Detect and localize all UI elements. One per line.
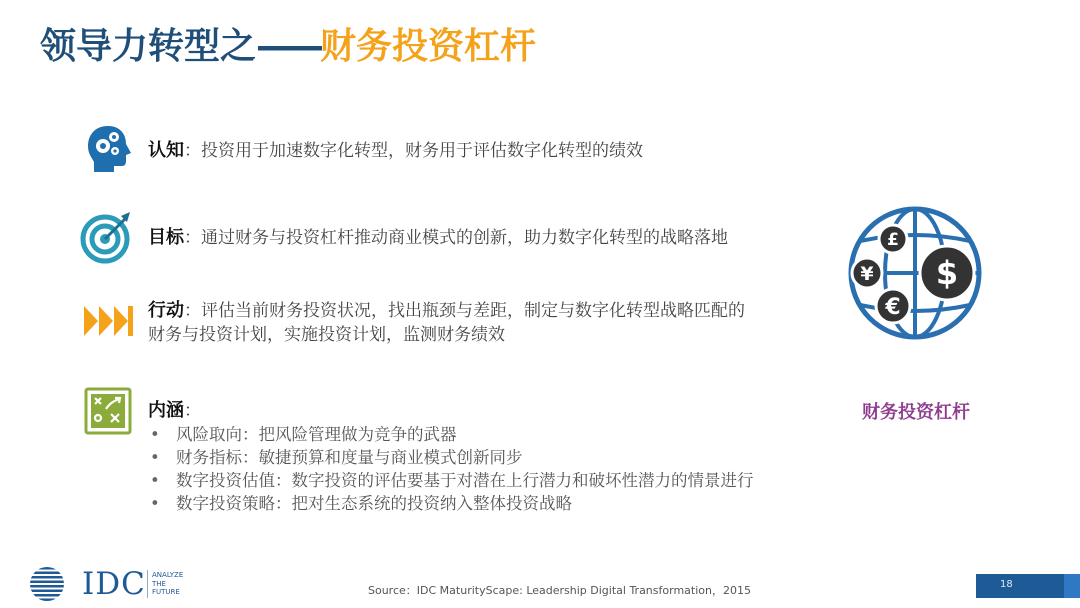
row-action bbox=[148, 299, 745, 347]
tagline-line: FUTURE bbox=[152, 588, 180, 596]
bullet-symbol: • bbox=[150, 494, 160, 513]
row-separator: ： bbox=[184, 228, 201, 248]
row-label: 内涵 bbox=[148, 400, 184, 421]
yen-symbol: ¥ bbox=[860, 263, 874, 285]
list-item bbox=[150, 492, 754, 515]
list-item bbox=[150, 469, 754, 492]
page-number: 18 bbox=[1000, 579, 1013, 590]
list-item bbox=[150, 423, 754, 446]
page-number-bar bbox=[976, 574, 1080, 598]
row-text: 通过财务与投资杠杆推动商业模式的创新，助力数字化转型的战略落地 bbox=[201, 228, 728, 248]
title-part-1: 领导力转型之 bbox=[40, 26, 257, 67]
bullet-symbol: • bbox=[150, 471, 160, 490]
tagline-line: THE bbox=[152, 579, 166, 588]
bullet-symbol: • bbox=[150, 448, 160, 467]
row-label: 行动 bbox=[148, 300, 184, 321]
row-cognition bbox=[148, 139, 643, 163]
globe-currency-icon bbox=[845, 203, 985, 343]
row-label: 目标 bbox=[148, 227, 184, 248]
row-separator: ： bbox=[184, 401, 201, 421]
logo-divider bbox=[147, 570, 148, 598]
fast-forward-icon bbox=[82, 303, 134, 339]
row-label: 认知 bbox=[148, 140, 184, 161]
idc-tagline bbox=[152, 571, 183, 597]
row-connotation bbox=[148, 399, 201, 423]
list-item-text: 风险取向：把风险管理做为竞争的武器 bbox=[176, 425, 457, 444]
idc-globe-icon bbox=[18, 566, 76, 602]
list-item-text: 财务指标：敏捷预算和度量与商业模式创新同步 bbox=[176, 448, 523, 467]
idc-logo-text: IDC bbox=[82, 566, 146, 602]
row-text-continued: 财务与投资计划，实施投资计划，监测财务绩效 bbox=[148, 325, 505, 345]
target-icon bbox=[80, 210, 134, 264]
page-title bbox=[40, 22, 536, 72]
page-bar-accent bbox=[1064, 574, 1080, 598]
list-item-text: 数字投资策略：把对生态系统的投资纳入整体投资战略 bbox=[176, 494, 572, 513]
row-text: 投资用于加速数字化转型，财务用于评估数字化转型的绩效 bbox=[201, 141, 643, 161]
pound-symbol: £ bbox=[887, 230, 899, 250]
list-item bbox=[150, 446, 754, 469]
brain-gears-icon bbox=[86, 124, 134, 174]
globe-caption: 财务投资杠杆 bbox=[862, 402, 970, 423]
tagline-line: ANALYZE bbox=[152, 571, 184, 579]
list-item-text: 数字投资估值：数字投资的评估要基于对潜在上行潜力和破坏性潜力的情景进行 bbox=[176, 471, 754, 490]
title-dash: —— bbox=[256, 26, 321, 67]
row-separator: ： bbox=[184, 301, 201, 321]
row-text: 评估当前财务投资状况，找出瓶颈与差距，制定与数字化转型战略匹配的 bbox=[201, 301, 745, 321]
row-separator: ： bbox=[184, 141, 201, 161]
connotation-bullet-list bbox=[150, 423, 754, 515]
dollar-symbol: $ bbox=[935, 254, 959, 292]
strategy-board-icon bbox=[84, 387, 132, 435]
source-citation: Source：IDC MaturityScape: Leadership Digital Transformation，2015 bbox=[368, 584, 751, 597]
euro-symbol: € bbox=[885, 295, 901, 320]
row-goal bbox=[148, 226, 728, 250]
title-part-2: 财务投资杠杆 bbox=[320, 26, 537, 67]
bullet-symbol: • bbox=[150, 425, 160, 444]
